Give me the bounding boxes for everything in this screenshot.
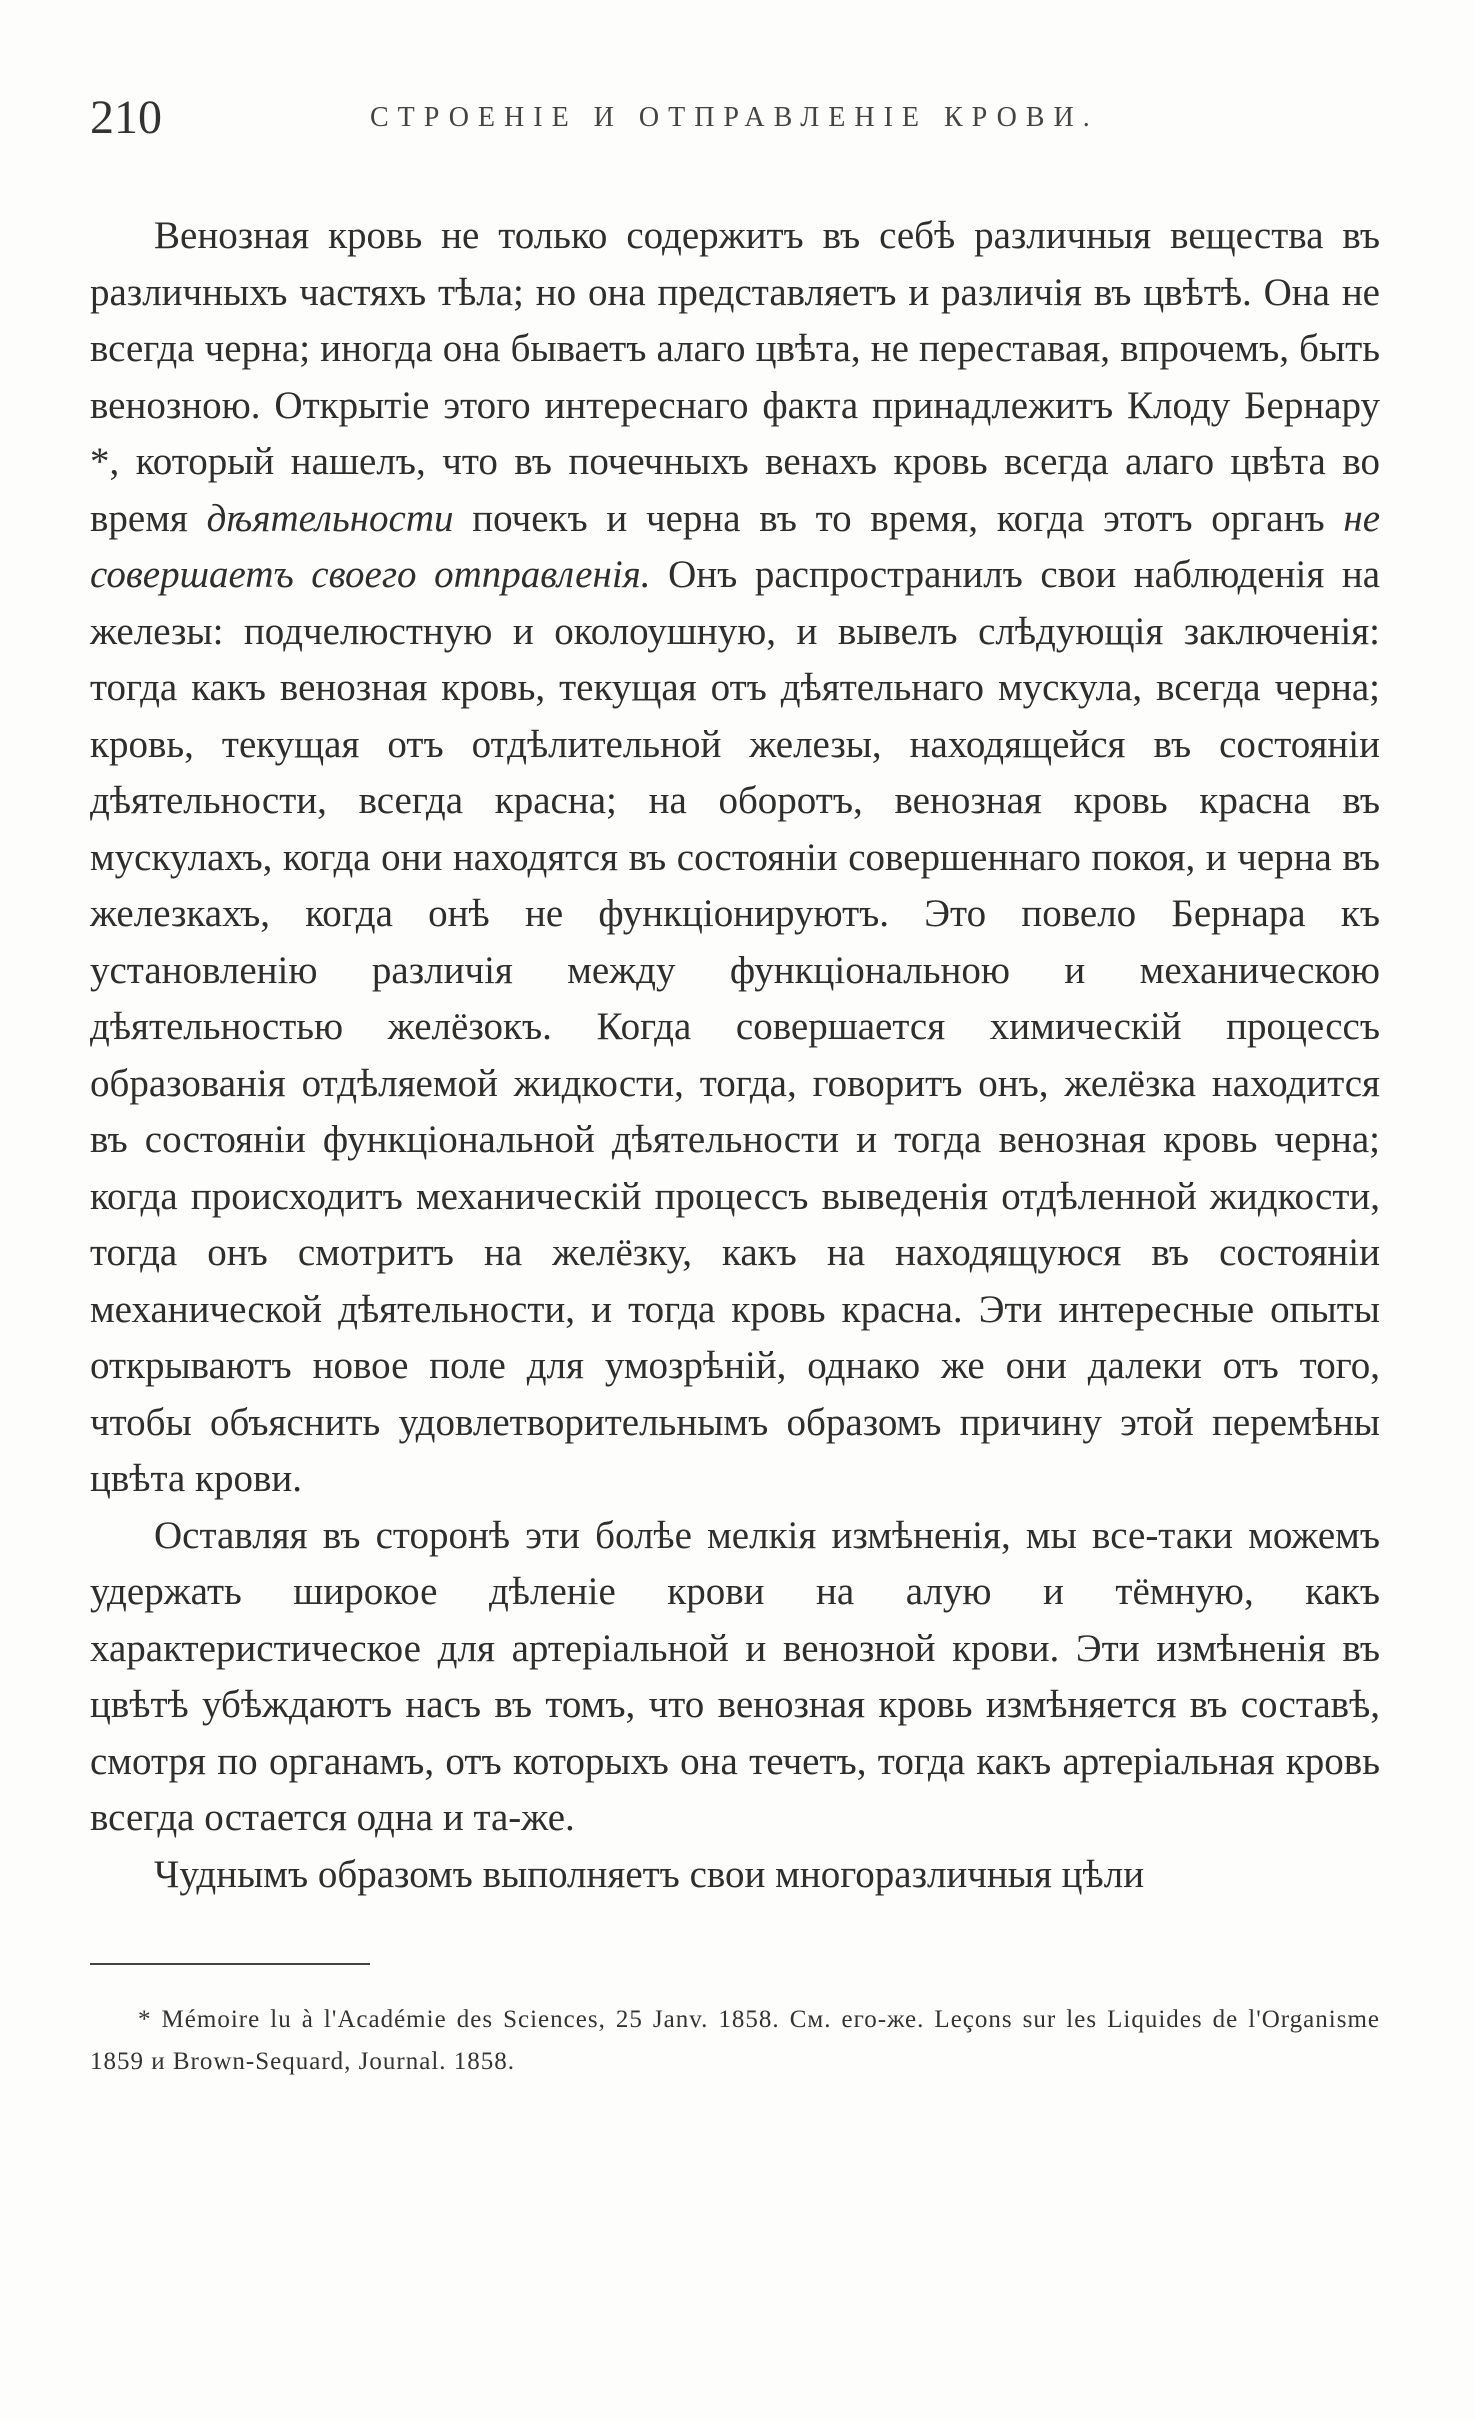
page-number: 210: [90, 91, 162, 144]
paragraph-1-emphasis-1: дѣятельности: [206, 496, 454, 540]
paragraph-1-emphasis-2: не совершаетъ своего отправленія.: [90, 496, 1381, 596]
paragraph-2: Оставляя въ сторонѣ эти болѣе мелкія измѣненія, мы все-таки можемъ удержать широкое дѣленіе крови на алую и тёмную, какъ характеристическое для артеріальной и венозной крови. Эти измѣненія въ цвѣтѣ убѣждаютъ насъ въ томъ, что венозная кровь измѣняется въ составѣ, смотря по органамъ, отъ которыхъ она течетъ, тогда какъ артеріальная кровь всегда остается одна и та-же.: [90, 1513, 1380, 1839]
paragraph-1: [90, 208, 1380, 1508]
paragraph-3: Чуднымъ образомъ выполняетъ свои многоразличныя цѣли: [154, 1852, 1145, 1896]
body-text: [90, 208, 1380, 1903]
paragraph-1-text-b: почекъ и черна въ то время, когда этотъ органъ: [453, 496, 1344, 540]
page-header: [90, 80, 1380, 160]
running-head: СТРОЕНІЕ И ОТПРАВЛЕНІЕ КРОВИ.: [370, 102, 1099, 133]
book-page: [90, 80, 1380, 2108]
paragraph-1-text-a: Венозная кровь не только содержитъ въ себѣ различныя вещества въ различныхъ частяхъ тѣла; но она представляетъ и различія въ цвѣтѣ. Она не всегда черна; иногда она бываетъ алаго цвѣта, не переставая, впрочемъ, быть венозною. Открытіе этого интереснаго факта принадлежитъ Клоду Бернару *, который нашелъ, что въ почечныхъ венахъ кровь всегда алаго цвѣта во время: [90, 214, 1380, 540]
footnote: * Mémoire lu à l'Académie des Sciences, 25 Janv. 1858. См. его-же. Leçons sur les Liquides de l'Organisme 1859 и Brown-Sequard, Journal. 1858.: [90, 2006, 1380, 2075]
footnote-divider: [90, 1963, 370, 1965]
paragraph-1-text-c: Онъ распространилъ свои наблюденія на железы: подчелюстную и околоушную, и вывелъ слѣдующія заключенія: тогда какъ венозная кровь, текущая отъ дѣятельнаго мускула, всегда черна; кровь, текущая отъ отдѣлительной железы, находящейся въ состояніи дѣятельности, всегда красна; на оборотъ, венозная кровь красна въ мускулахъ, когда они находятся въ состояніи совершеннаго покоя, и черна въ железкахъ, когда онѣ не функціонируютъ. Это повело Бернара къ установленію различія между функціональною и механическою дѣятельностью желёзокъ. Когда совершается химическій процессъ образованія отдѣляемой жидкости, тогда, говоритъ онъ, желёзка находится въ состояніи функціональной дѣятельности и тогда венозная кровь черна; когда происходитъ механическій процессъ выведенія отдѣленной жидкости, тогда онъ смотритъ на желёзку, какъ на находящуюся въ состояніи механической дѣятельности, и тогда кровь красна. Эти интересные опыты открываютъ новое поле для умозрѣній, однако же они далеки отъ того, чтобы объяснить удовлетворительнымъ образомъ причину этой перемѣны цвѣта крови.: [90, 553, 1381, 1500]
